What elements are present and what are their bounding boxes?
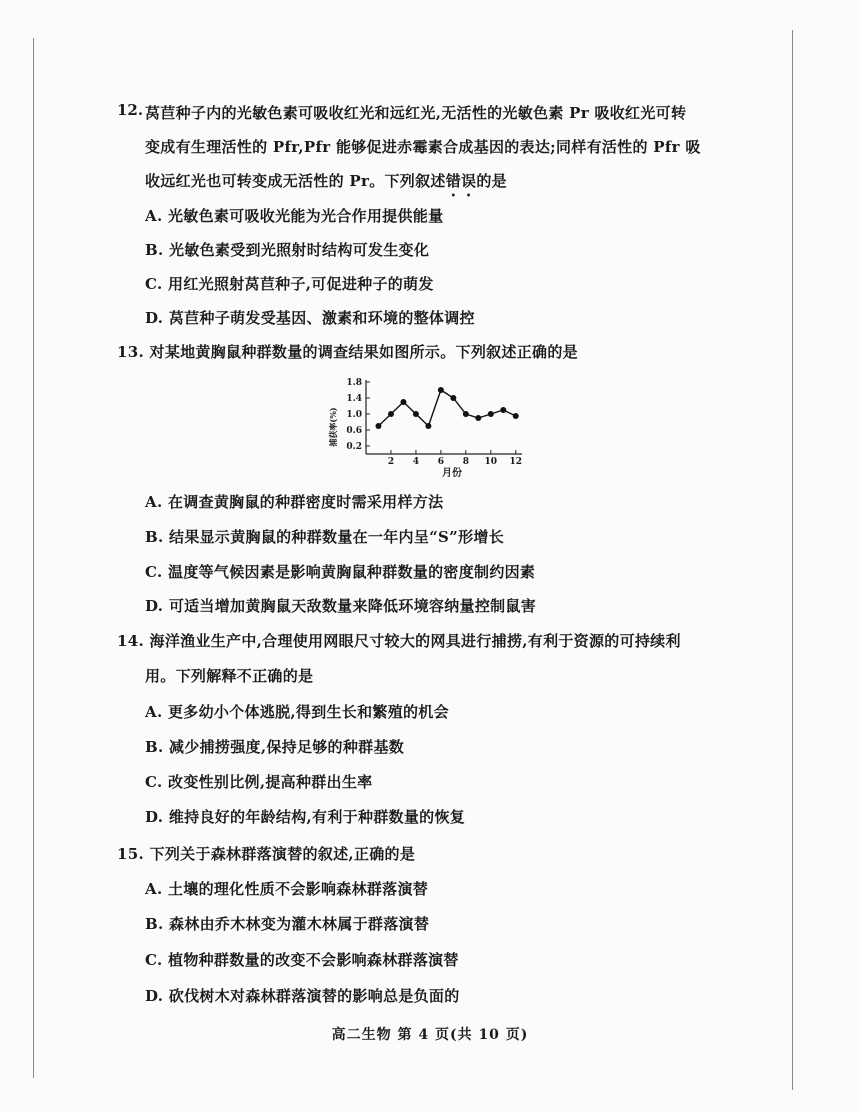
q12-stem-tail: 的是 [476,172,507,190]
q14-option-b: B. 减少捕捞强度,保持足够的种群基数 [145,738,405,756]
data-point [450,395,456,401]
q12-emphasis-word: 错误 [445,172,477,190]
x-tick-label: 2 [387,457,395,467]
data-point [413,411,419,417]
q13-option-a: A. 在调查黄胸鼠的种群密度时需采用样方法 [145,493,444,511]
q12-stem-line-3 [145,170,507,200]
q12-option-b: B. 光敏色素受到光照射时结构可发生变化 [145,241,430,259]
q14-option-a: A. 更多幼小个体逃脱,得到生长和繁殖的机会 [145,703,449,721]
x-tick-label: 10 [484,457,498,467]
data-point [425,423,431,429]
q12-stem-line-2: 变成有生理活性的 Pfr,Pfr 能够促进赤霉素合成基因的表达;同样有活性的 Pfr 吸 [145,138,701,156]
q12-stem-text: 收远红光也可转变成无活性的 Pr。下列叙述 [145,172,446,190]
data-point [388,411,394,417]
q15-option-c: C. 植物种群数量的改变不会影响森林群落演替 [145,951,459,969]
q14-stem-line-2: 用。下列解释不正确的是 [145,667,314,685]
q12-option-a: A. 光敏色素可吸收光能为光合作用提供能量 [145,207,444,225]
q15-stem: 15. 下列关于森林群落演替的叙述,正确的是 [117,845,416,863]
q13-option-d: D. 可适当增加黄胸鼠天敌数量来降低环境容纳量控制鼠害 [145,597,537,615]
y-tick-label: 1.0 [346,410,362,420]
q13-stem: 13. 对某地黄胸鼠种群数量的调查结果如图所示。下列叙述正确的是 [117,343,578,361]
data-point [463,411,469,417]
x-tick-label: 8 [462,457,469,467]
page-footer: 高二生物 第 4 页(共 10 页) [331,1027,529,1043]
data-point [475,415,481,421]
q15-option-b: B. 森林由乔木林变为灌木林属于群落演替 [145,915,430,933]
q12-option-c: C. 用红光照射莴苣种子,可促进种子的萌发 [145,275,434,293]
q12-option-d: D. 莴苣种子萌发受基因、激素和环境的整体调控 [145,309,475,327]
q12-stem-line-1: 莴苣种子内的光敏色素可吸收红光和远红光,无活性的光敏色素 Pr 吸收红光可转 [145,104,687,122]
q14-option-c: C. 改变性别比例,提高种群出生率 [145,773,373,791]
data-point [438,387,444,393]
q14-stem-line-1: 14. 海洋渔业生产中,合理使用网眼尺寸较大的网具进行捕捞,有利于资源的可持续利 [117,632,681,650]
q14-option-d: D. 维持良好的年龄结构,有利于种群数量的恢复 [145,808,466,826]
q13-option-b: B. 结果显示黄胸鼠的种群数量在一年内呈“S”形增长 [145,528,505,546]
left-border-line [33,38,34,1078]
x-tick-label: 4 [412,457,420,467]
q15-option-d: D. 砍伐树木对森林群落演替的影响总是负面的 [145,987,460,1005]
y-axis-label: 捕获率(%) [328,407,338,447]
q15-option-a: A. 土壤的理化性质不会影响森林群落演替 [145,880,429,898]
data-point [400,399,406,405]
data-point [513,413,519,419]
data-point [500,407,506,413]
right-border-line [792,30,793,1090]
x-tick-label: 6 [437,457,445,467]
capture-rate-chart [300,366,540,486]
x-tick-label: 12 [509,457,523,467]
q13-option-c: C. 温度等气候因素是影响黄胸鼠种群数量的密度制约因素 [145,563,536,581]
y-tick-label: 1.8 [346,378,362,388]
data-point [488,411,494,417]
y-tick-label: 0.2 [346,442,362,452]
y-tick-label: 1.4 [346,394,362,404]
q12-number: 12. [117,101,144,119]
x-axis-label: 月份 [442,468,462,479]
y-tick-label: 0.6 [346,426,362,436]
series-line [378,390,515,426]
data-point [375,423,381,429]
